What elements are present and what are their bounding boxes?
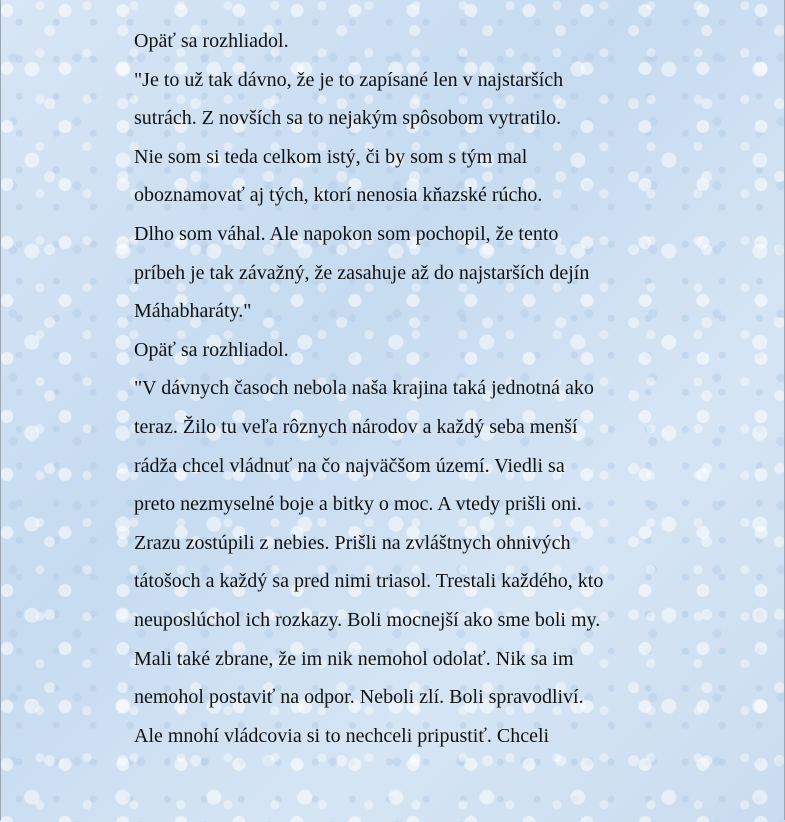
- text-line: "V dávnych časoch nebola naša krajina taká jednotná ako: [134, 377, 594, 400]
- document-text: [134, 22, 694, 755]
- text-line: Mali také zbrane, že im nik nemohol odolať. Nik sa im: [134, 647, 574, 670]
- text-line: nemohol postaviť na odpor. Neboli zlí. Boli spravodliví.: [134, 686, 584, 709]
- text-line: "Je to už tak dávno, že je to zapísané len v najstarších: [134, 68, 564, 91]
- text-line: Ale mnohí vládcovia si to nechceli pripustiť. Chceli: [134, 724, 550, 747]
- text-line: Nie som si teda celkom istý, či by som s tým mal: [134, 145, 528, 168]
- text-line: sutrách. Z novších sa to nejakým spôsobom vytratilo.: [134, 107, 562, 130]
- text-line: teraz. Žilo tu veľa rôznych národov a každý seba menší: [134, 415, 578, 438]
- text-line: Opäť sa rozhliadol.: [134, 338, 289, 361]
- text-line: tátošoch a každý sa pred nimi triasol. Trestali každého, kto: [134, 570, 604, 593]
- text-line: rádža chcel vládnuť na čo najväčšom území. Viedli sa: [134, 454, 565, 477]
- text-line: Máhabharáty.": [134, 300, 252, 323]
- text-line: oboznamovať aj tých, ktorí nenosia kňazské rúcho.: [134, 184, 543, 207]
- text-line: Zrazu zostúpili z nebies. Prišli na zvláštnych ohnivých: [134, 531, 571, 554]
- text-line: preto nezmyselné boje a bitky o moc. A vtedy prišli oni.: [134, 493, 582, 516]
- text-line: Opäť sa rozhliadol.: [134, 30, 289, 52]
- text-line: Dlho som váhal. Ale napokon som pochopil, že tento: [134, 222, 559, 245]
- text-line: príbeh je tak závažný, že zasahuje až do najstarších dejín: [134, 261, 590, 284]
- text-line: neuposlúchol ich rozkazy. Boli mocnejší ako sme boli my.: [134, 608, 601, 631]
